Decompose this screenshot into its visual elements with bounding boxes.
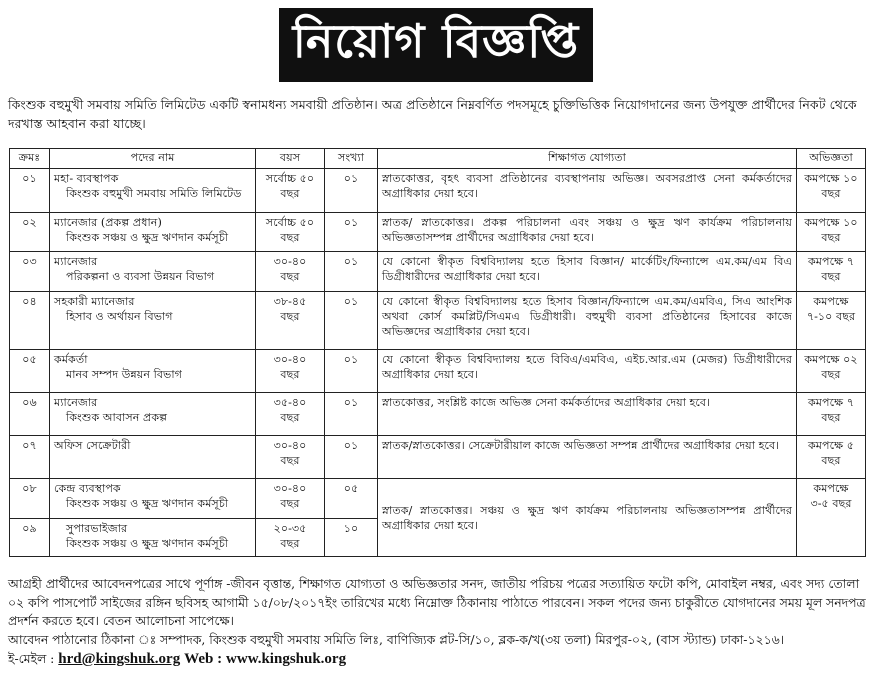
row-post	[50, 252, 256, 292]
experience-unit: ৩-৫ বছর	[810, 497, 852, 510]
age-unit: বছর	[280, 368, 300, 381]
experience-value: কমপক্ষে ১০	[804, 216, 858, 229]
post-department: কিংশুক সঞ্চয় ও ক্ষুদ্র ঋণদান কর্মসূচী	[66, 497, 229, 510]
row-age	[256, 252, 325, 292]
row-post	[50, 436, 256, 479]
age-unit: বছর	[280, 231, 300, 244]
row-count: ০১	[325, 436, 378, 479]
row-age	[256, 350, 325, 393]
row-count: ০১	[325, 252, 378, 292]
row-experience	[797, 292, 866, 350]
row-age	[256, 213, 325, 252]
age-range: ২০-৩৫	[273, 522, 307, 535]
row-post	[50, 169, 256, 213]
post-title: ম্যানেজার (প্রকল্প প্রধান)	[54, 216, 162, 229]
post-title: মহা- ব্যবস্থাপক	[54, 172, 119, 185]
age-unit: বছর	[280, 497, 300, 510]
row-qualification: স্নাতকোত্তর, সংশ্লিষ্ট কাজে অভিজ্ঞ সেনা কর্মকর্তাদের অগ্রাধিকার দেয়া হবে।	[378, 393, 797, 436]
header-count: সংখ্যা	[325, 149, 378, 169]
table-row	[10, 436, 866, 479]
row-post	[50, 393, 256, 436]
experience-unit: বছর	[821, 187, 841, 200]
row-count: ১০	[325, 519, 378, 557]
header-serial: ক্রমঃ	[10, 149, 50, 169]
job-table	[9, 148, 866, 557]
age-range: সর্বোচ্চ ৫০	[265, 216, 315, 229]
row-post	[50, 292, 256, 350]
post-department: কিংশুক বহুমুখী সমবায় সমিতি লিমিটেড	[66, 187, 242, 200]
header-age: বয়স	[256, 149, 325, 169]
row-qualification: স্নাতক/স্নাতকোত্তর। সেক্রেটারীয়াল কাজে অভিজ্ঞতা সম্পন্ন প্রার্থীদের অগ্রাধিকার দেয়া হবে।	[378, 436, 797, 479]
post-title: ম্যানেজার	[54, 396, 98, 409]
row-post	[50, 519, 256, 557]
post-title: কর্মকর্তা	[54, 353, 88, 366]
row-age	[256, 436, 325, 479]
post-title: ম্যানেজার	[54, 255, 98, 268]
table-row	[10, 350, 866, 393]
age-unit: বছর	[280, 187, 300, 200]
row-serial: ০২	[10, 213, 50, 252]
experience-value: কমপক্ষে ৭	[807, 255, 855, 268]
row-qualification: যে কোনো স্বীকৃত বিশ্ববিদ্যালয় হতে হিসাব বিজ্ঞান/ফিন্যান্সে এম.কম/এমবিএ, সিএ আংশিক অথবা কোর্স কমপ্লিট/সিএমএ ডিগ্রীধারী। বহুমুখী ব্যবসা প্রতিষ্ঠানের হিসাবের কাজে অভিজ্ঞদের অগ্রাধিকার দেয়া হবে।	[378, 292, 797, 350]
post-title: সহকারী ম্যানেজার	[54, 295, 135, 308]
table-row	[10, 292, 866, 350]
page-title: নিয়োগ বিজ্ঞপ্তি	[279, 8, 593, 82]
table-row	[10, 213, 866, 252]
age-unit: বছর	[280, 454, 300, 467]
experience-unit: বছর	[821, 231, 841, 244]
row-serial: ০৫	[10, 350, 50, 393]
experience-value: কমপক্ষে ০২	[804, 353, 858, 366]
application-instructions: আগ্রহী প্রার্থীদের আবেদনপত্রের সাথে পূর্ণাঙ্গ -জীবন বৃত্তান্ত, শিক্ষাগত যোগ্যতা ও অভিজ্ঞতার সনদ, জাতীয় পরিচয় পত্রের সত্যায়িত ফটো কপি, মোবাইল নম্বর, এবং সদ্য তোলা ০২ কপি পাসপোর্ট সাইজের রঙ্গিন ছবিসহ আগামী ১৫/০৮/২০১৭ইং তারিখের মধ্যে নিম্নোক্ত ঠিকানায় পাঠাতে পারবেন। সকল পদের জন্য চাকুরীতে যোগদানের সময় মূল সনদপত্র প্রদর্শন করতে হবে। বেতন আলোচনা সাপেক্ষে।	[8, 576, 866, 629]
post-department: হিসাব ও অর্থায়ন বিভাগ	[66, 310, 173, 323]
row-count: ০১	[325, 350, 378, 393]
post-department: কিংশুক সঞ্চয় ও ক্ষুদ্র ঋণদান কর্মসূচী	[66, 231, 229, 244]
web-label: Web :	[184, 650, 223, 667]
row-qualification: স্নাতকোত্তর, বৃহৎ ব্যবসা প্রতিষ্ঠানের ব্যবস্থাপনায় অভিজ্ঞ। অবসরপ্রাপ্ত সেনা কর্মকর্তাদের অগ্রাধিকার দেয়া হবে।	[378, 169, 797, 213]
row-serial: ০৭	[10, 436, 50, 479]
experience-value: কমপক্ষে	[813, 295, 849, 308]
post-department: পরিকল্পনা ও ব্যবসা উন্নয়ন বিভাগ	[66, 270, 215, 283]
table-row	[10, 169, 866, 213]
row-qualification: যে কোনো স্বীকৃত বিশ্ববিদ্যালয় হতে বিবিএ/এমবিএ, এইচ.আর.এম (মেজর) ডিগ্রীধারীদের অগ্রাধিকার দেয়া হবে।	[378, 350, 797, 393]
table-row	[10, 479, 866, 519]
header-post: পদের নাম	[50, 149, 256, 169]
experience-unit: বছর	[821, 454, 841, 467]
experience-value: কমপক্ষে ৫	[807, 439, 854, 452]
row-serial: ০৪	[10, 292, 50, 350]
row-age	[256, 169, 325, 213]
row-age	[256, 393, 325, 436]
table-row	[10, 252, 866, 292]
age-unit: বছর	[280, 411, 300, 424]
row-experience	[797, 436, 866, 479]
post-department: মানব সম্পদ উন্নয়ন বিভাগ	[66, 368, 182, 381]
row-count: ০১	[325, 292, 378, 350]
post-department: কিংশুক আবাসন প্রকল্প	[66, 411, 168, 424]
row-qualification: স্নাতক/ স্নাতকোত্তর। সঞ্চয় ও ক্ষুদ্র ঋণ কার্যক্রম পরিচালনায় অভিজ্ঞতাসম্পন্ন প্রার্থীদের অগ্রাধিকার দেয়া হবে।	[378, 479, 797, 557]
footer-notice	[8, 575, 866, 669]
experience-value: কমপক্ষে	[813, 482, 849, 495]
row-serial: ০৮	[10, 479, 50, 519]
row-experience	[797, 252, 866, 292]
experience-value: কমপক্ষে ১০	[804, 172, 858, 185]
table-row	[10, 393, 866, 436]
age-unit: বছর	[280, 270, 300, 283]
age-range: ৩০-৪০	[273, 439, 307, 452]
row-post	[50, 479, 256, 519]
intro-paragraph: কিংশুক বহুমুখী সমবায় সমিতি লিমিটেড একটি স্বনামধন্য সমবায়ী প্রতিষ্ঠান। অত্র প্রতিষ্ঠানে নিম্নবর্ণিত পদসমূহে চুক্তিভিত্তিক নিয়োগদানের জন্য উপযুক্ত প্রার্থীদের নিকট থেকে দরখাস্ত আহবান করা যাচ্ছে।	[8, 97, 857, 131]
post-department: কিংশুক সঞ্চয় ও ক্ষুদ্র ঋণদান কর্মসূচী	[66, 537, 229, 550]
experience-unit: বছর	[821, 411, 841, 424]
age-range: ৩০-৪০	[273, 353, 307, 366]
email-label: ই-মেইল :	[8, 650, 55, 666]
row-serial: ০৯	[10, 519, 50, 557]
post-title: অফিস সেক্রেটারী	[54, 439, 131, 452]
contact-line	[8, 650, 866, 669]
row-count: ০১	[325, 169, 378, 213]
age-range: ৩০-৪০	[273, 482, 307, 495]
row-experience	[797, 169, 866, 213]
mailing-address: আবেদন পাঠানোর ঠিকানা ঃ সম্পাদক, কিংশুক বহুমুখী সমবায় সমিতি লিঃ, বাণিজ্যিক প্লট-সি/১০, ব্লক-ক/খ(৩য় তলা) মিরপুর-০২, (বাস স্ট্যান্ড) ঢাকা-১২১৬।	[8, 632, 785, 648]
email-link[interactable]: hrd@kingshuk.org	[58, 650, 181, 667]
row-experience	[797, 479, 866, 557]
age-unit: বছর	[280, 310, 300, 323]
row-experience	[797, 213, 866, 252]
age-unit: বছর	[280, 537, 300, 550]
row-count: ০৫	[325, 479, 378, 519]
post-title: সুপারভাইজার	[66, 522, 128, 535]
age-range: ৩৮-৪৫	[273, 295, 307, 308]
web-link[interactable]: www.kingshuk.org	[226, 650, 347, 667]
row-experience	[797, 393, 866, 436]
row-serial: ০১	[10, 169, 50, 213]
experience-value: কমপক্ষে ৭	[807, 396, 855, 409]
age-range: ৩৫-৪০	[273, 396, 307, 409]
table-header-row	[10, 149, 866, 169]
row-qualification: যে কোনো স্বীকৃত বিশ্ববিদ্যালয় হতে হিসাব বিজ্ঞান/ মার্কেটিং/ফিন্যান্সে এম.কম/এম বিএ ডিগ্রীধারীদের অগ্রাধিকার দেয়া হবে।	[378, 252, 797, 292]
post-title: কেন্দ্র ব্যবস্থাপক	[54, 482, 121, 495]
header-experience: অভিজ্ঞতা	[797, 149, 866, 169]
row-count: ০১	[325, 213, 378, 252]
row-experience	[797, 350, 866, 393]
row-qualification: স্নাতক/ স্নাতকোত্তর। প্রকল্প পরিচালনা এবং সঞ্চয় ও ক্ষুদ্র ঋণ কার্যক্রম পরিচালনায় অভিজ্ঞতাসম্পন্ন প্রার্থীদের অগ্রাধিকার দেয়া হবে।	[378, 213, 797, 252]
experience-unit: বছর	[821, 368, 841, 381]
row-age	[256, 292, 325, 350]
header-qualification: শিক্ষাগত যোগ্যতা	[378, 149, 797, 169]
row-serial: ০৬	[10, 393, 50, 436]
experience-unit: ৭-১০ বছর	[806, 310, 856, 323]
row-post	[50, 350, 256, 393]
experience-unit: বছর	[821, 270, 841, 283]
row-serial: ০৩	[10, 252, 50, 292]
row-post	[50, 213, 256, 252]
row-age	[256, 519, 325, 557]
age-range: সর্বোচ্চ ৫০	[265, 172, 315, 185]
row-count: ০১	[325, 393, 378, 436]
row-age	[256, 479, 325, 519]
age-range: ৩০-৪০	[273, 255, 307, 268]
